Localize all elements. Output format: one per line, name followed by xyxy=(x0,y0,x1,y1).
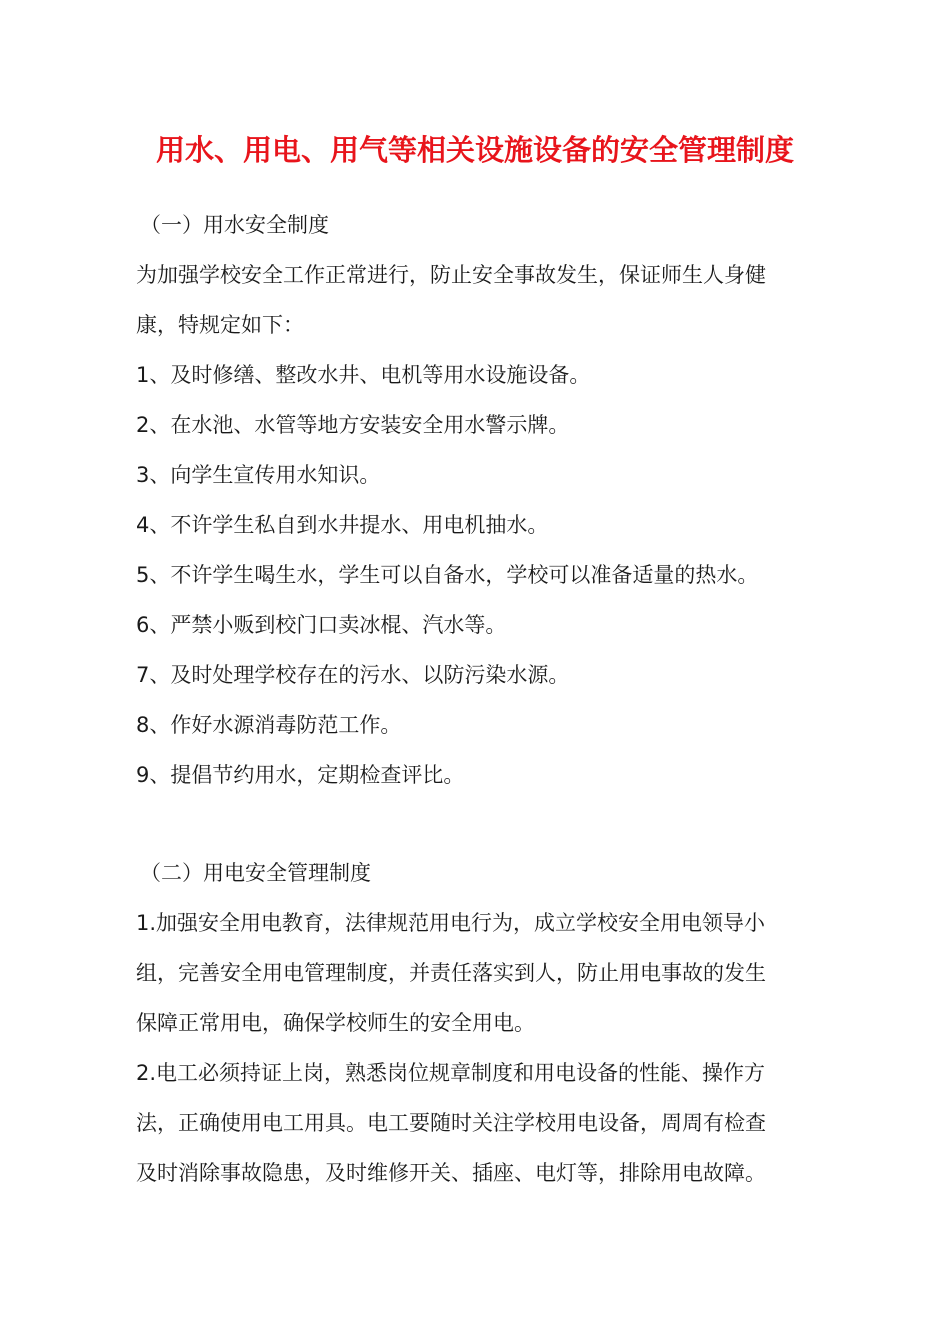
section-heading-water: （一）用水安全制度 xyxy=(140,213,329,237)
water-rule-item: 2、在水池、水管等地方安装安全用水警示牌。 xyxy=(136,413,570,437)
water-intro-line: 康，特规定如下： xyxy=(136,313,304,337)
water-rule-item: 8、作好水源消毒防范工作。 xyxy=(136,713,402,737)
document-body xyxy=(136,200,816,1198)
document-title: 用水、用电、用气等相关设施设备的安全管理制度 xyxy=(155,133,794,167)
electricity-paragraph-line: 法，正确使用电工用具。电工要随时关注学校用电设备，周周有检查 xyxy=(136,1111,766,1135)
water-intro-line: 为加强学校安全工作正常进行，防止安全事故发生，保证师生人身健 xyxy=(136,263,766,287)
electricity-paragraph-line: 及时消除事故隐患，及时维修开关、插座、电灯等，排除用电故障。 xyxy=(136,1161,766,1185)
water-rule-item: 3、向学生宣传用水知识。 xyxy=(136,463,381,487)
water-rule-item: 7、及时处理学校存在的污水、以防污染水源。 xyxy=(136,663,570,687)
electricity-paragraph-line: 2.电工必须持证上岗，熟悉岗位规章制度和用电设备的性能、操作方 xyxy=(136,1061,766,1085)
water-rule-item: 9、提倡节约用水，定期检查评比。 xyxy=(136,763,465,787)
water-rule-item: 6、严禁小贩到校门口卖冰棍、汽水等。 xyxy=(136,613,507,637)
section-heading-electricity: （二）用电安全管理制度 xyxy=(140,861,371,885)
water-rule-item: 5、不许学生喝生水，学生可以自备水，学校可以准备适量的热水。 xyxy=(136,563,759,587)
electricity-paragraph-line: 组，完善安全用电管理制度，并责任落实到人，防止用电事故的发生 xyxy=(136,961,766,985)
electricity-paragraph-line: 保障正常用电，确保学校师生的安全用电。 xyxy=(136,1011,535,1035)
electricity-paragraph-line: 1.加强安全用电教育，法律规范用电行为，成立学校安全用电领导小 xyxy=(136,911,766,935)
section-gap xyxy=(136,800,816,848)
water-rule-item: 4、不许学生私自到水井提水、用电机抽水。 xyxy=(136,513,549,537)
water-rule-item: 1、及时修缮、整改水井、电机等用水设施设备。 xyxy=(136,363,591,387)
